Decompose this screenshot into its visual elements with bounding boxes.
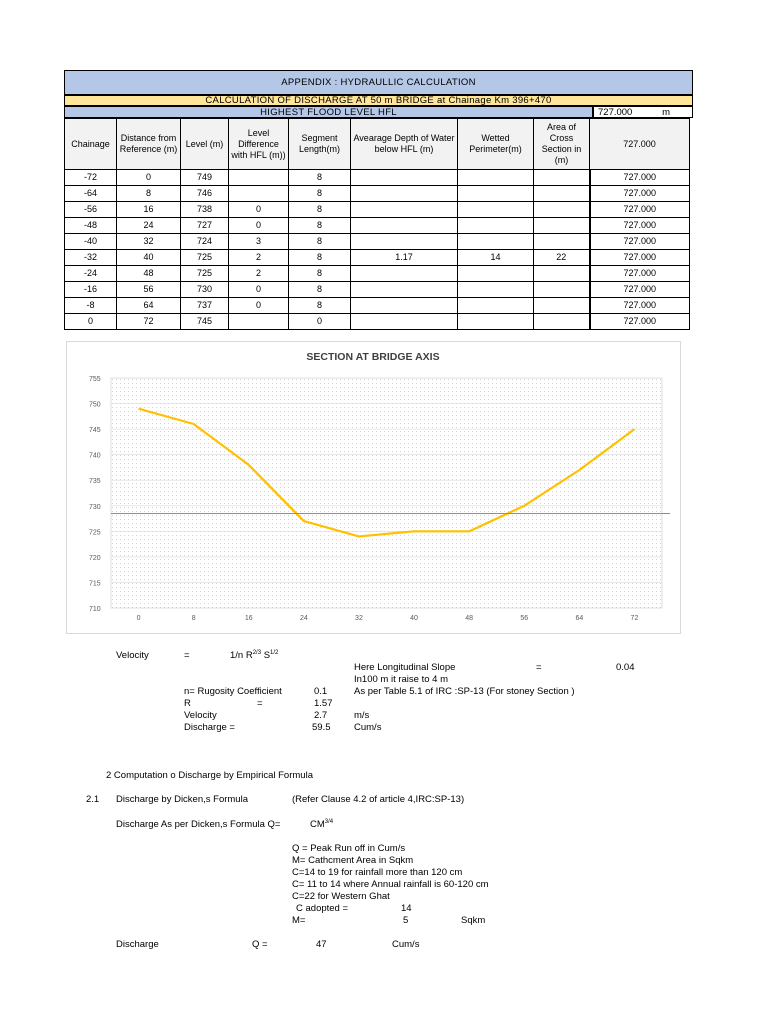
velocity-equals: = [184,650,190,661]
header-hfl: 727.000 [590,119,690,170]
table-row [65,250,690,266]
discharge-label: Discharge = [184,722,235,733]
formula-exponent-r: 2/3 [252,650,262,656]
dickens-formula-label: Discharge As per Dicken,s Formula Q= [116,819,281,830]
cell-segment-length: 8 [289,234,351,250]
cell-cross-section-area [534,282,590,298]
header-segment-length: Segment Length(m) [289,119,351,170]
cell-level: 737 [181,298,229,314]
cell-level: 738 [181,202,229,218]
cell-chainage: -48 [65,218,117,234]
table-row [65,186,690,202]
r-equals: = [257,698,263,709]
formula-part-b: S [261,650,271,661]
cell-segment-length: 8 [289,202,351,218]
discharge-unit: Cum/s [354,722,382,733]
cell-wetted-perimeter [458,202,534,218]
cell-level: 745 [181,314,229,330]
cell-average-depth [351,282,458,298]
y-axis-ticks [89,376,101,613]
table-row [65,170,690,186]
cell-wetted-perimeter [458,170,534,186]
cell-distance: 0 [117,170,181,186]
cell-segment-length: 8 [289,218,351,234]
section-reference: (Refer Clause 4.2 of article 4,IRC:SP-13) [292,794,465,805]
chart-title: SECTION AT BRIDGE AXIS [306,351,440,363]
cell-level: 725 [181,266,229,282]
cell-chainage: 0 [65,314,117,330]
discharge-value: 59.5 [312,722,331,733]
c-adopted-label: C adopted = [296,903,349,914]
formula-exponent-s: 1/2 [270,650,279,656]
cell-chainage: -8 [65,298,117,314]
final-discharge-unit: Cum/s [392,939,420,950]
cell-cross-section-area [534,314,590,330]
definition-line: C=14 to 19 for rainfall more than 120 cm [292,867,463,878]
cell-segment-length: 8 [289,186,351,202]
table-row [65,218,690,234]
cell-average-depth [351,170,458,186]
cell-distance: 16 [117,202,181,218]
definition-line: C= 11 to 14 where Annual rainfall is 60-120 cm [292,879,489,890]
y-tick-label: 745 [89,427,101,435]
cell-level-difference: 2 [229,250,289,266]
cell-segment-length: 8 [289,266,351,282]
r-value: 1.57 [314,698,333,709]
cell-hfl: 727.000 [590,202,690,218]
y-tick-label: 710 [89,606,101,613]
cell-cross-section-area [534,234,590,250]
calculation-title: CALCULATION OF DISCHARGE AT 50 m BRIDGE at Chainage Km 396+470 [64,95,693,106]
cell-distance: 32 [117,234,181,250]
rugosity-note: As per Table 5.1 of IRC :SP-13 (For stoney Section ) [354,686,575,697]
cell-average-depth: 1.17 [351,250,458,266]
cell-cross-section-area [534,170,590,186]
x-tick-label: 64 [575,615,584,622]
x-tick-label: 0 [136,615,141,622]
x-tick-label: 8 [191,615,196,622]
rugosity-value: 0.1 [314,686,328,697]
header-cross-section-area: Area of Cross Section in (m) [534,119,590,170]
slope-value: 0.04 [616,662,635,673]
cell-distance: 8 [117,186,181,202]
x-tick-label: 48 [465,615,474,622]
y-tick-label: 735 [89,478,101,486]
cell-cross-section-area: 22 [534,250,590,266]
cell-hfl: 727.000 [590,250,690,266]
y-tick-label: 725 [89,529,101,537]
formula-part-a: 1/n R [230,650,253,661]
m-unit: Sqkm [461,915,486,926]
slope-equals: = [536,662,542,673]
x-tick-label: 32 [355,615,363,622]
cell-hfl: 727.000 [590,234,690,250]
cell-distance: 72 [117,314,181,330]
x-axis-ticks [137,615,639,622]
hydraulic-table [64,118,690,330]
appendix-title: APPENDIX : HYDRAULLIC CALCULATION [64,70,693,95]
y-tick-label: 715 [89,580,101,588]
x-tick-label: 24 [299,615,308,622]
dickens-formula-exponent: 3/4 [324,819,334,825]
cell-segment-length: 0 [289,314,351,330]
cell-level-difference: 0 [229,298,289,314]
x-tick-label: 40 [410,615,418,622]
hfl-title: HIGHEST FLOOD LEVEL HFL [64,106,593,118]
velocity-label: Velocity [116,650,149,661]
cell-wetted-perimeter [458,298,534,314]
dickens-formula [310,819,333,830]
cell-hfl: 727.000 [590,314,690,330]
cell-chainage: -64 [65,186,117,202]
cell-wetted-perimeter [458,218,534,234]
definition-line: C=22 for Western Ghat [292,891,390,902]
cell-chainage: -40 [65,234,117,250]
definition-line: Q = Peak Run off in Cum/s [292,843,406,854]
cell-segment-length: 8 [289,170,351,186]
cell-chainage: -32 [65,250,117,266]
x-tick-label: 72 [630,615,639,622]
y-tick-label: 740 [89,452,101,460]
cell-level: 730 [181,282,229,298]
table-row [65,202,690,218]
cell-level-difference: 2 [229,266,289,282]
section-number: 2.1 [86,794,100,805]
cell-chainage: -24 [65,266,117,282]
header-level: Level (m) [181,119,229,170]
section-title: Discharge by Dicken,s Formula [116,794,248,805]
cell-hfl: 727.000 [590,266,690,282]
cell-cross-section-area [534,202,590,218]
velocity-result-unit: m/s [354,710,370,721]
header-chainage: Chainage [65,119,117,170]
c-adopted-value: 14 [401,903,412,914]
cell-level: 725 [181,250,229,266]
cell-hfl: 727.000 [590,298,690,314]
cell-hfl: 727.000 [590,186,690,202]
cell-level-difference: 0 [229,202,289,218]
velocity-result-label: Velocity [184,710,217,721]
m-label: M= [292,915,306,926]
m-value: 5 [403,915,409,926]
hfl-unit: m [662,107,670,118]
cell-average-depth [351,218,458,234]
cell-distance: 56 [117,282,181,298]
cell-wetted-perimeter [458,282,534,298]
table-row [65,282,690,298]
cell-level-difference [229,314,289,330]
r-label: R [184,698,191,709]
cell-wetted-perimeter [458,314,534,330]
cell-segment-length: 8 [289,250,351,266]
final-discharge-eq: Q = [252,939,268,950]
cell-wetted-perimeter [458,186,534,202]
cell-average-depth [351,202,458,218]
table-row [65,314,690,330]
cell-chainage: -56 [65,202,117,218]
cell-average-depth [351,298,458,314]
dickens-formula-base: CM [310,819,325,830]
cell-level-difference: 0 [229,282,289,298]
cell-distance: 24 [117,218,181,234]
x-tick-label: 56 [520,615,529,622]
cell-wetted-perimeter [458,234,534,250]
slope-label: Here Longitudinal Slope [354,662,456,673]
slope-note: In100 m it raise to 4 m [354,674,448,685]
cell-chainage: -72 [65,170,117,186]
header-level-difference: Level Difference with HFL (m)) [229,119,289,170]
cell-distance: 40 [117,250,181,266]
cell-segment-length: 8 [289,282,351,298]
y-tick-label: 730 [89,503,101,511]
y-tick-label: 750 [89,401,101,409]
cell-average-depth [351,266,458,282]
cell-distance: 64 [117,298,181,314]
cell-cross-section-area [534,298,590,314]
table-row [65,234,690,250]
header-wetted-perimeter: Wetted Perimeter(m) [458,119,534,170]
cell-level: 724 [181,234,229,250]
rugosity-label: n= Rugosity Coefficient [184,686,282,697]
y-tick-label: 755 [89,376,101,383]
cell-level-difference: 0 [229,218,289,234]
cell-hfl: 727.000 [590,170,690,186]
manning-formula [230,650,278,661]
cell-level-difference [229,186,289,202]
plot-area [111,378,662,608]
cell-cross-section-area [534,266,590,282]
cell-wetted-perimeter [458,266,534,282]
x-tick-label: 16 [244,615,253,622]
cell-level-difference: 3 [229,234,289,250]
cell-level-difference [229,170,289,186]
empirical-heading: 2 Computation o Discharge by Empirical Formula [106,770,313,781]
cell-level: 727 [181,218,229,234]
cell-wetted-perimeter: 14 [458,250,534,266]
table-row [65,266,690,282]
table-header-row [65,119,690,170]
section-chart [66,341,681,634]
velocity-result-value: 2.7 [314,710,328,721]
cell-average-depth [351,186,458,202]
cell-hfl: 727.000 [590,282,690,298]
cell-distance: 48 [117,266,181,282]
header-average-depth: Avearage Depth of Water below HFL (m) [351,119,458,170]
cell-average-depth [351,234,458,250]
cell-segment-length: 8 [289,298,351,314]
cell-cross-section-area [534,218,590,234]
hfl-value-cell [593,106,693,118]
cell-average-depth [351,314,458,330]
cell-hfl: 727.000 [590,218,690,234]
cell-cross-section-area [534,186,590,202]
final-discharge-value: 47 [316,939,327,950]
final-discharge-label: Discharge [116,939,159,950]
cell-level: 749 [181,170,229,186]
header-distance: Distance from Reference (m) [117,119,181,170]
cell-chainage: -16 [65,282,117,298]
definition-line: M= Cathcment Area in Sqkm [292,855,414,866]
cell-level: 746 [181,186,229,202]
table-row [65,298,690,314]
hfl-value: 727.000 [598,107,633,118]
y-tick-label: 720 [89,554,101,562]
